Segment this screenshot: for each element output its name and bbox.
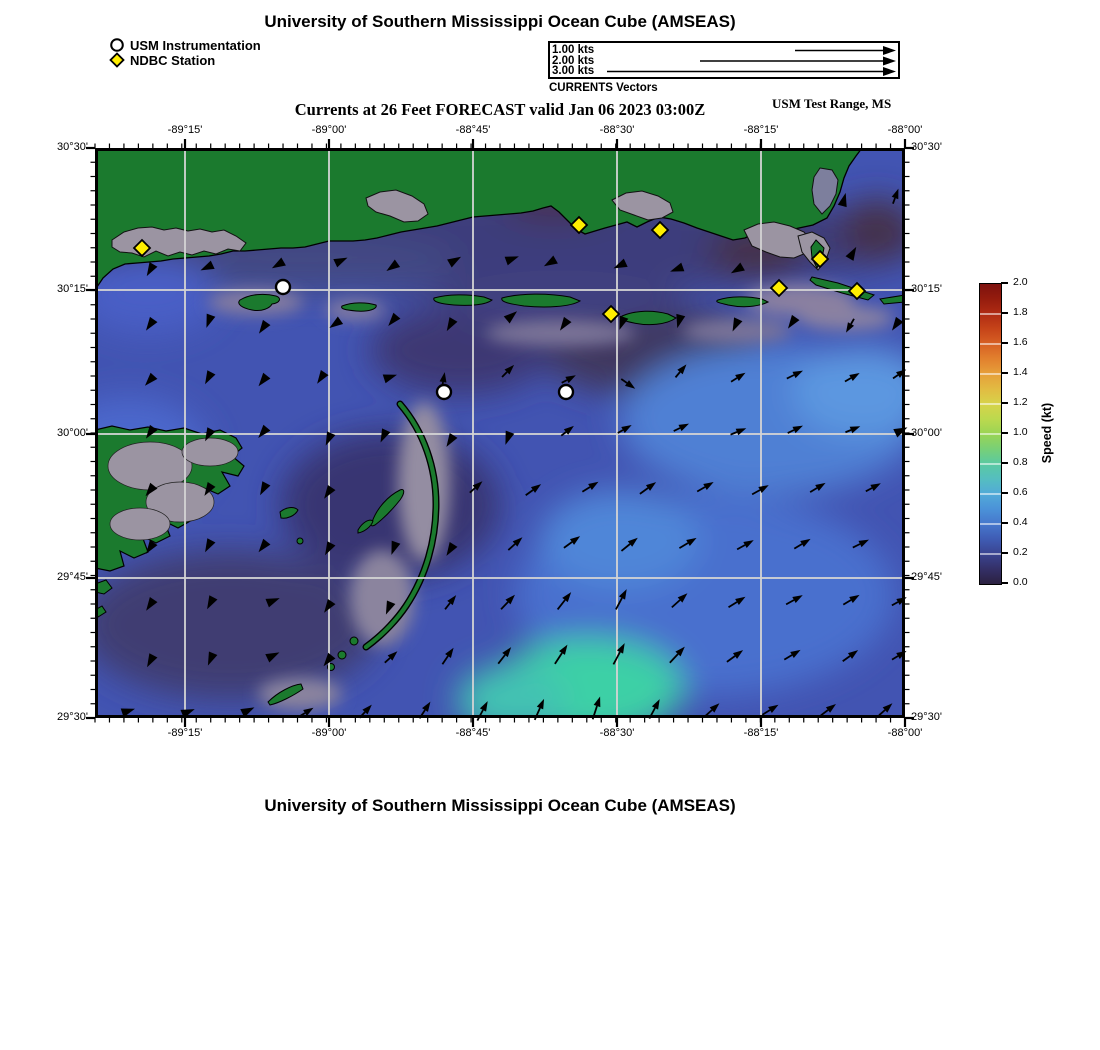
map-water — [48, 148, 932, 738]
colorbar-gridline — [980, 493, 1001, 495]
legend-label: USM Instrumentation — [130, 37, 261, 53]
vector-legend-row-label: 3.00 kts — [552, 65, 595, 77]
colorbar-tick-label: 0.2 — [1013, 546, 1028, 558]
y-axis-label-left: 29°45' — [57, 571, 88, 583]
x-axis-label-top: -89°00' — [311, 124, 347, 136]
y-axis-label-left: 29°30' — [57, 711, 88, 723]
colorbar-gridline — [980, 553, 1001, 555]
x-axis-label-bottom: -89°00' — [311, 727, 347, 739]
colorbar-tick-label: 0.0 — [1013, 576, 1028, 588]
vector-legend-row-label: 2.00 kts — [552, 54, 595, 67]
plot-subtitle: Currents at 26 Feet FORECAST valid Jan 06 2023 03:00Z — [294, 100, 706, 119]
colorbar-tick — [1001, 282, 1008, 284]
colorbar-tick — [1001, 432, 1008, 434]
colorbar-tick-label: 0.6 — [1013, 486, 1028, 498]
legend-label: NDBC Station — [130, 52, 216, 68]
colorbar-tick-label: 1.4 — [1013, 366, 1028, 378]
colorbar-gridline — [980, 523, 1001, 525]
y-axis-label-left: 30°15' — [57, 283, 88, 295]
colorbar-gridline — [980, 463, 1001, 465]
colorbar-tick — [1001, 342, 1008, 344]
page-title-bottom: University of Southern Mississippi Ocean Cube (AMSEAS) — [264, 796, 736, 815]
x-axis-label-top: -89°15' — [167, 124, 203, 136]
colorbar-tick — [1001, 312, 1008, 314]
usm-station-marker — [559, 385, 573, 399]
x-axis-label-top: -88°00' — [887, 124, 923, 136]
y-axis-label-left: 30°30' — [57, 141, 88, 153]
colorbar-tick-label: 1.0 — [1013, 426, 1028, 438]
colorbar-tick-label: 0.4 — [1013, 516, 1028, 528]
colorbar-gridline — [980, 403, 1001, 405]
y-axis-label-right: 29°45' — [911, 571, 942, 583]
page-title-top: University of Southern Mississippi Ocean Cube (AMSEAS) — [264, 12, 736, 31]
colorbar-tick — [1001, 492, 1008, 494]
x-axis-label-bottom: -89°15' — [167, 727, 203, 739]
y-axis-label-right: 30°30' — [911, 141, 942, 153]
colorbar-tick-label: 0.8 — [1013, 456, 1028, 468]
y-axis-label-left: 30°00' — [57, 427, 88, 439]
colorbar-tick-label: 1.2 — [1013, 396, 1028, 408]
x-axis-label-bottom: -88°15' — [743, 727, 779, 739]
usm-station-marker — [437, 385, 451, 399]
x-axis-label-bottom: -88°45' — [455, 727, 491, 739]
y-axis-label-right: 30°15' — [911, 283, 942, 295]
y-axis-label-right: 29°30' — [911, 711, 942, 723]
usm-station-marker — [276, 280, 290, 294]
colorbar-tick-label: 1.6 — [1013, 336, 1028, 348]
colorbar-gridline — [980, 313, 1001, 315]
y-axis-label-right: 30°00' — [911, 427, 942, 439]
range-label: USM Test Range, MS — [772, 96, 892, 111]
colorbar-tick-label: 1.8 — [1013, 306, 1028, 318]
colorbar-tick — [1001, 462, 1008, 464]
x-axis-label-bottom: -88°00' — [887, 727, 923, 739]
colorbar-tick — [1001, 372, 1008, 374]
colorbar-tick — [1001, 582, 1008, 584]
colorbar-gridline — [980, 373, 1001, 375]
vector-legend-row-label: 1.00 kts — [552, 44, 595, 56]
colorbar-gridline — [980, 433, 1001, 435]
colorbar-gridline — [980, 343, 1001, 345]
vector-legend-caption: CURRENTS Vectors — [549, 82, 658, 94]
x-axis-label-top: -88°15' — [743, 124, 779, 136]
x-axis-label-top: -88°30' — [599, 124, 635, 136]
x-axis-label-top: -88°45' — [455, 124, 491, 136]
colorbar-tick — [1001, 552, 1008, 554]
colorbar-tick-label: 2.0 — [1013, 276, 1028, 288]
colorbar-tick — [1001, 402, 1008, 404]
x-axis-label-bottom: -88°30' — [599, 727, 635, 739]
colorbar-title: Speed (kt) — [1040, 402, 1054, 464]
colorbar-tick — [1001, 522, 1008, 524]
